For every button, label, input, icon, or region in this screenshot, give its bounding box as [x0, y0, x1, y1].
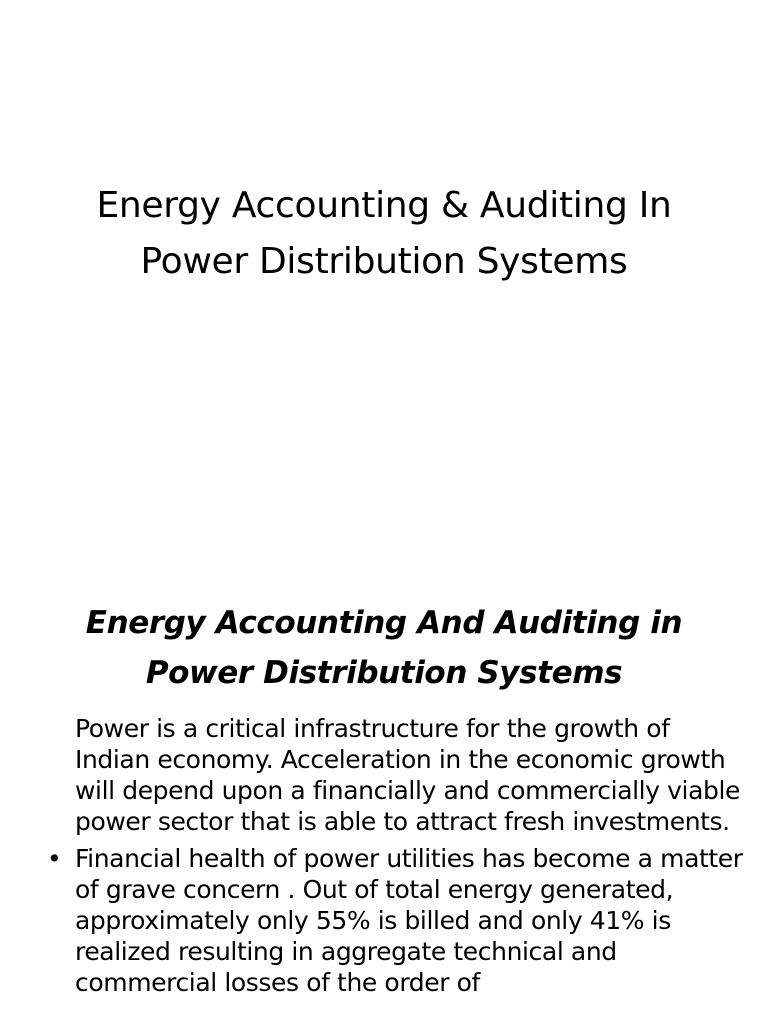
slide-2-title [20, 598, 748, 698]
bullet-icon: • [47, 844, 62, 873]
bullet-item [47, 843, 745, 998]
slide-2-title-line-1: Energy Accounting And Auditing in [85, 605, 683, 641]
slide-1-title-line-2: Power Distribution Systems [140, 241, 628, 282]
slide-2 [0, 576, 768, 1024]
slide-2-body [47, 713, 745, 998]
intro-paragraph: Power is a critical infrastructure for the growth of Indian economy. Acceleration in the economic growth will depend upon a financially and commercially viable power sector that is able to attract fresh investments. [75, 714, 740, 836]
bullet-text: Financial health of power utilities has become a matter of grave concern . Out of total energy generated, approximately only 55% is billed and only 41% is realized resulting in aggregate technical and commercial losses of the order of [75, 844, 743, 997]
slide-1-title [20, 178, 748, 290]
slide-1-title-line-1: Energy Accounting & Auditing In [96, 185, 672, 226]
slide-2-title-line-2: Power Distribution Systems [145, 655, 623, 691]
